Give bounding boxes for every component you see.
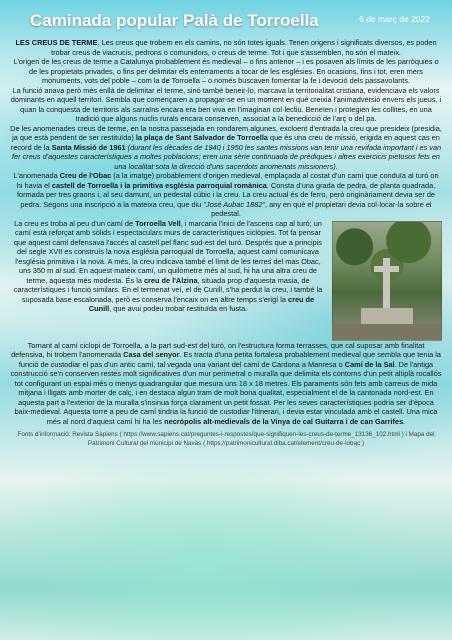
sources-footer: Fonts d'informació: Revista Sàpiens ( https://www.sapiens.cat/preguntes-i-respostes/que-signifiquen-les-creus-de-terme_13136_102.html ) i Mapa del Patrimoni Cultural del municipi de Navàs ( https://patrimonicultural.diba.cat/element/creu-de-lobac ) [17,431,435,447]
page-date: 6 de març de 2022 [359,14,430,24]
inscription: "José Aubac 1882" [203,199,266,209]
photo-block [10,219,442,341]
photo-cross-bar [374,266,399,272]
photo-ground [333,324,441,340]
casa-senyor-name: Casa del senyor [123,350,180,359]
mission-note: (durant les dècades de 1940 i 1950 les santes missions van tenir una revifada important i es van fer creus d'aquestes característiques a moltes poblacions; eren una sèrie continuada de prèdiques i altres exercicis pietosos fets en una localitat sota la direcció d'uns sacerdots anomenats missioners). [12,142,442,171]
text-span: , situada prop d'aquesta masia, de característiques i funció similars. En el termenat veí, el de Cunill, s'ha perdut la creu, i també la suposada base escalonada, però es conserva l'encaix on en altre temps s'erigí la [13,275,323,304]
intro-text: . Les creus que trobem en els camins, no són totes iguals. Tenen origens i significats diversos, es poden trobar creus de viacrucis, pedrons o comunidors, o creus de terme. Tot i que s'assemblen, no són el mateix. [51,38,437,57]
text-span: De les anomenades creus de terme, en la nostra passejada en rondarem algunes, excloent d'entrada la creu que presideix (presidia, ja que està pendent de ser restituïda) [10,123,442,142]
text-span: . De l'antiga construcció se'n conserven restes molt significatives d'un mur perimetral o muralla que delimita els contorns d'un petit altiplà rocallós tot configurant un espai més o menys quadrangular que mesura uns 18 x 18 metres. Els paraments són fets amb carreus de mida mitjana i lligats amb morter de calç, i en destaca algun tram de molt bona qualitat, especialment el de la cantonada nord-est. En aquesta part a l'exterior de la muralla s'insinua força clarament un petit fossat. Per les seves característiques podria ser d'època baix-medieval. Aquesta torre a peu de camí tindria la funció de custodiar l'itinerari, i devia estar vinculada amb el castell. Una mica més al nord d'aquest camí hi ha les [10,359,442,426]
cross-photo [332,221,442,341]
obac-cross-paragraph [10,171,442,219]
page-title: Caminada popular Palà de Torroella [30,11,319,30]
path-paragraph [10,219,326,341]
mission-cross-paragraph [10,124,442,172]
cunill-cross-name: creu de Cunill [88,294,315,313]
text-span: que és una creu de missió, erigida en aquest cas en record de la [10,133,440,152]
text-span: L'anomenada [13,171,60,180]
cami-sal-name: Camí de la Sal [344,359,395,369]
text-span: , i marcaria l'inici de l'ascens cap al turó; un camí està reforçat amb sòlids i espectaculars murs de característiques ciclòpies. Tot fa pensar que aquest camí defensava l'accés al castell pel flanc sud-est del turó. Després que a principis del segle XVII es construís la nova església parroquial de Torroella, aquest camí comunicava l'església primitiva i la nova. A més, la creu indicava també el límit de les terres del mas Obac, uns 350 m al sud. En aquest mateix camí, un quilòmetre més al sud, hi ha una altra creu de terme, aquesta més modesta. És la [14,218,322,285]
text-span: . Consta d'una grada de pedra, de planta quadrada, formada per tres graons i, al seu damunt, un pedestal cúbic i la creu. La creu actual és de ferro, però originàriament devia ser de pedra. Segons una inscripció a la mateixa creu, que diu [16,180,436,209]
text-span: . Es tracta d'una petita fortalesa probablement medieval que sembla que tenia la funció de custodiar el pas d'un antic camí, tal vegada una variant del camí de Cardona a Manresa o [18,350,441,369]
text-span: , any en què el propietari devia col·locar-la sobre el pedestal. [211,199,432,218]
text-span: . [403,416,406,426]
text-span: (a la imatge) probablement d'origen medieval, emplaçada al costat d'un camí que conduïa al turó on hi havia el [16,171,439,190]
fortress-paragraph [10,341,442,427]
mission-name: Santa Missió de 1961 [51,142,126,152]
text-span: Tornant al camí ciclopi de Torroella, a la part sud-est del turó, on l'estructura forma terrasses, que cal suposar amb finalitat defensiva, hi trobem l'anomenada [11,340,425,359]
alzina-cross-name: creu de l'Alzina [143,275,198,285]
necropolis-name: necròpolis alt-medievals de la Vinya de cal Guitarra i de can Garrifes [164,416,404,426]
torroella-vell-name: Torroella Vell [135,218,181,228]
text-span: La creu es troba al peu d'un camí de [14,218,136,228]
intro-paragraph [10,38,442,57]
obac-cross-name: Creu de l'Obac [59,171,112,180]
intro-label: LES CREUS DE TERME [15,38,98,47]
function-paragraph: La funció anava però més enllà de delimitar el terme, sinó també beneir-lo, marcava la territorialitat cristiana, evidenciava els valors dominants en aquell territori. Sembla que començaren a propagar-se en un moment en què creixia l'animadversió envers els jueus, i quan la conquesta de territoris als sarraïns encara era ben viva en l'imaginari col·lectiu. Beneïen i protegien les collites, en una tradició que alguns nuclis rurals encara conserven, associat a la benedicció de l'arç o del pa. [10,85,442,123]
text-span: , que avui podeu trobar restituïda en fusta. [109,304,248,313]
origin-paragraph: L'origen de les creus de terme a Catalunya probablement és medieval – o fins anterior – i es posaven als límits de les parròquies o de les propietats privades, o fins per delimitar els enterraments a tocar de les esglésies. En ocasions, fins i tot, eren mers monuments, vots del poble – com la de Torroella – o només buscaven fomentar la fe i devoció dels passavolants. [13,57,439,85]
castle-name: castell de Torroella i la primitiva església parroquial romànica [51,180,267,190]
plaza-name: la plaça de Sant Salvador de Torroella [135,133,268,142]
